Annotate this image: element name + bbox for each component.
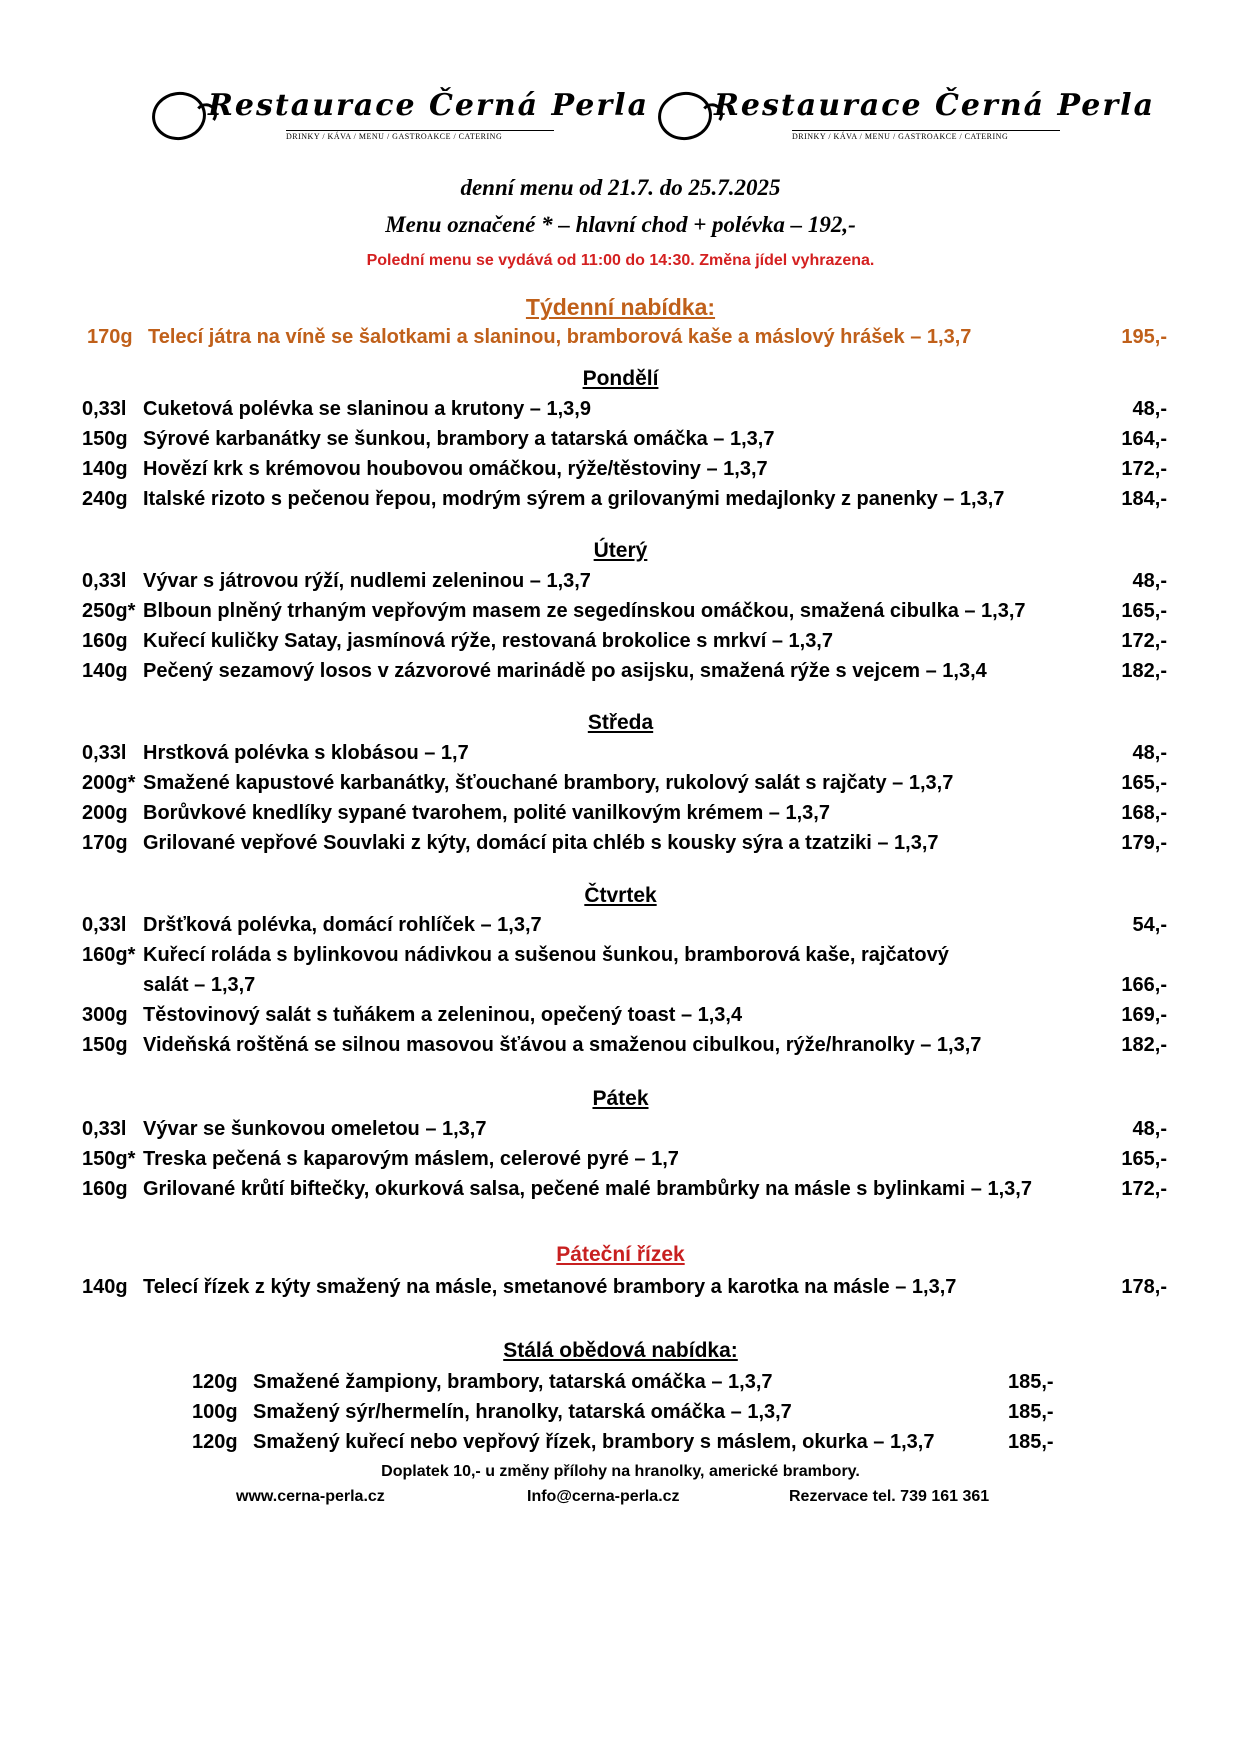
item-price: 165,-	[1121, 1148, 1167, 1170]
day-heading-monday: Pondělí	[582, 367, 659, 390]
item-qty: 160g*	[82, 944, 136, 966]
item-desc: Cuketová polévka se slaninou a krutony – 1,3,9	[143, 398, 591, 420]
menu-row	[0, 428, 1241, 456]
service-notice: Polední menu se vydává od 11:00 do 14:30. Změna jídel vyhrazena.	[366, 252, 875, 269]
menu-row	[0, 772, 1241, 800]
item-desc: Videňská roštěná se silnou masovou šťávou a smaženou cibulkou, rýže/hranolky – 1,3,7	[143, 1034, 982, 1056]
item-price: 172,-	[1121, 630, 1167, 652]
menu-row	[0, 398, 1241, 426]
item-qty: 0,33l	[82, 1118, 127, 1140]
item-price: 48,-	[1132, 570, 1167, 592]
weekly-offer-title: Týdenní nabídka:	[525, 294, 716, 320]
weekly-offer-item	[0, 326, 1241, 354]
logo-name: Restaurace Černá Perla	[208, 88, 650, 123]
menu-row	[0, 1034, 1241, 1062]
item-price: 172,-	[1121, 458, 1167, 480]
day-heading-thursday: Čtvrtek	[584, 884, 657, 907]
menu-row	[0, 914, 1241, 942]
item-qty: 0,33l	[82, 570, 127, 592]
item-price: 165,-	[1121, 772, 1167, 794]
item-qty: 170g	[87, 326, 133, 348]
item-qty: 170g	[82, 832, 128, 854]
menu-dates: denní menu od 21.7. do 25.7.2025	[460, 175, 781, 200]
menu-row	[0, 742, 1241, 770]
menu-row	[0, 1118, 1241, 1146]
menu-row	[0, 944, 1241, 972]
item-qty: 160g	[82, 1178, 128, 1200]
menu-row	[0, 1276, 1241, 1304]
item-price: 195,-	[1121, 326, 1167, 348]
menu-row	[0, 1178, 1241, 1206]
restaurant-logo	[656, 88, 1156, 146]
permanent-row	[0, 1431, 1241, 1459]
menu-row	[0, 1148, 1241, 1176]
item-price: 179,-	[1121, 832, 1167, 854]
item-qty: 250g*	[82, 600, 136, 622]
item-desc: Hovězí krk s krémovou houbovou omáčkou, rýže/těstoviny – 1,3,7	[143, 458, 768, 480]
menu-row	[0, 600, 1241, 628]
menu-row	[0, 630, 1241, 658]
menu-row-continued	[0, 974, 1241, 1002]
item-desc: Smažené žampiony, brambory, tatarská omáčka – 1,3,7	[253, 1371, 773, 1393]
item-price: 184,-	[1121, 488, 1167, 510]
item-price: 185,-	[1008, 1401, 1054, 1423]
email-link[interactable]: Info@cerna-perla.cz	[527, 1488, 680, 1505]
item-desc: Těstovinový salát s tuňákem a zeleninou, opečený toast – 1,3,4	[143, 1004, 743, 1026]
item-desc: Kuřecí roláda s bylinkovou nádivkou a sušenou šunkou, bramborová kaše, rajčatový	[143, 944, 949, 966]
item-price: 164,-	[1121, 428, 1167, 450]
item-desc-continued: salát – 1,3,7	[143, 974, 256, 996]
item-desc: Smažené kapustové karbanátky, šťouchané brambory, rukolový salát s rajčaty – 1,3,7	[143, 772, 954, 794]
item-price: 182,-	[1121, 660, 1167, 682]
item-desc: Treska pečená s kaparovým máslem, celerové pyré – 1,7	[143, 1148, 679, 1170]
header-logos	[150, 88, 1156, 148]
item-qty: 0,33l	[82, 742, 127, 764]
menu-row	[0, 570, 1241, 598]
permanent-row	[0, 1401, 1241, 1429]
friday-schnitzel-title: Páteční řízek	[556, 1243, 685, 1266]
item-desc: Pečený sezamový losos v zázvorové marinádě po asijsku, smažená rýže s vejcem – 1,3,4	[143, 660, 987, 682]
item-desc: Smažený kuřecí nebo vepřový řízek, brambory s máslem, okurka – 1,3,7	[253, 1431, 935, 1453]
item-desc: Grilované krůtí biftečky, okurková salsa, pečené malé brambůrky na másle s bylinkami – 1,3,7	[143, 1178, 1032, 1200]
item-price: 169,-	[1121, 1004, 1167, 1026]
menu-row	[0, 488, 1241, 516]
item-desc: Italské rizoto s pečenou řepou, modrým sýrem a grilovanými medajlonky z panenky – 1,3,7	[143, 488, 1005, 510]
item-desc: Kuřecí kuličky Satay, jasmínová rýže, restovaná brokolice s mrkví – 1,3,7	[143, 630, 833, 652]
item-desc: Sýrové karbanátky se šunkou, brambory a tatarská omáčka – 1,3,7	[143, 428, 775, 450]
item-qty: 0,33l	[82, 398, 127, 420]
item-price: 166,-	[1121, 974, 1167, 996]
logo-subtitle: DRINKY / KÁVA / MENU / GASTROAKCE / CATERING	[286, 130, 554, 141]
item-desc: Telecí játra na víně se šalotkami a slaninou, bramborová kaše a máslový hrášek – 1,3,7	[148, 326, 972, 348]
menu-row	[0, 802, 1241, 830]
permanent-row	[0, 1371, 1241, 1399]
item-price: 172,-	[1121, 1178, 1167, 1200]
item-qty: 150g	[82, 428, 128, 450]
item-price: 168,-	[1121, 802, 1167, 824]
menu-row	[0, 458, 1241, 486]
item-qty: 160g	[82, 630, 128, 652]
logo-subtitle: DRINKY / KÁVA / MENU / GASTROAKCE / CATERING	[792, 130, 1060, 141]
permanent-offer-title: Stálá obědová nabídka:	[503, 1339, 738, 1362]
logo-name: Restaurace Černá Perla	[714, 88, 1156, 123]
item-desc: Telecí řízek z kýty smažený na másle, smetanové brambory a karotka na másle – 1,3,7	[143, 1276, 957, 1298]
surcharge-note: Doplatek 10,- u změny přílohy na hranolky, americké brambory.	[381, 1463, 860, 1480]
item-price: 178,-	[1121, 1276, 1167, 1298]
item-qty: 140g	[82, 1276, 128, 1298]
restaurant-logo	[150, 88, 650, 146]
item-qty: 150g*	[82, 1148, 136, 1170]
item-desc: Vývar se šunkovou omeletou – 1,3,7	[143, 1118, 487, 1140]
item-desc: Dršťková polévka, domácí rohlíček – 1,3,7	[143, 914, 542, 936]
menu-row	[0, 660, 1241, 688]
item-price: 48,-	[1132, 742, 1167, 764]
menu-row	[0, 832, 1241, 860]
item-qty: 140g	[82, 660, 128, 682]
pearl-icon	[655, 88, 715, 143]
item-price: 182,-	[1121, 1034, 1167, 1056]
item-desc: Grilované vepřové Souvlaki z kýty, domácí pita chléb s kousky sýra a tzatziki – 1,3,7	[143, 832, 939, 854]
item-qty: 120g	[192, 1431, 238, 1453]
item-qty: 200g	[82, 802, 128, 824]
item-price: 185,-	[1008, 1431, 1054, 1453]
item-desc: Vývar s játrovou rýží, nudlemi zeleninou – 1,3,7	[143, 570, 591, 592]
item-qty: 0,33l	[82, 914, 127, 936]
item-qty: 150g	[82, 1034, 128, 1056]
item-desc: Borůvkové knedlíky sypané tvarohem, polité vanilkovým krémem – 1,3,7	[143, 802, 830, 824]
day-heading-tuesday: Úterý	[593, 539, 648, 562]
item-price: 185,-	[1008, 1371, 1054, 1393]
item-price: 48,-	[1132, 398, 1167, 420]
pearl-icon	[149, 88, 209, 143]
item-price: 165,-	[1121, 600, 1167, 622]
website-link[interactable]: www.cerna-perla.cz	[236, 1488, 385, 1505]
item-desc: Blboun plněný trhaným vepřovým masem ze segedínskou omáčkou, smažená cibulka – 1,3,7	[143, 600, 1026, 622]
item-desc: Smažený sýr/hermelín, hranolky, tatarská omáčka – 1,3,7	[253, 1401, 792, 1423]
day-heading-wednesday: Středa	[587, 711, 654, 734]
day-heading-friday: Pátek	[592, 1087, 649, 1110]
item-price: 48,-	[1132, 1118, 1167, 1140]
item-desc: Hrstková polévka s klobásou – 1,7	[143, 742, 469, 764]
item-qty: 300g	[82, 1004, 128, 1026]
item-qty: 120g	[192, 1371, 238, 1393]
item-qty: 100g	[192, 1401, 238, 1423]
item-price: 54,-	[1132, 914, 1167, 936]
item-qty: 240g	[82, 488, 128, 510]
reservation-phone: Rezervace tel. 739 161 361	[789, 1488, 990, 1505]
item-qty: 200g*	[82, 772, 136, 794]
menu-row	[0, 1004, 1241, 1032]
combo-offer: Menu označené * – hlavní chod + polévka – 192,-	[385, 212, 856, 237]
item-qty: 140g	[82, 458, 128, 480]
